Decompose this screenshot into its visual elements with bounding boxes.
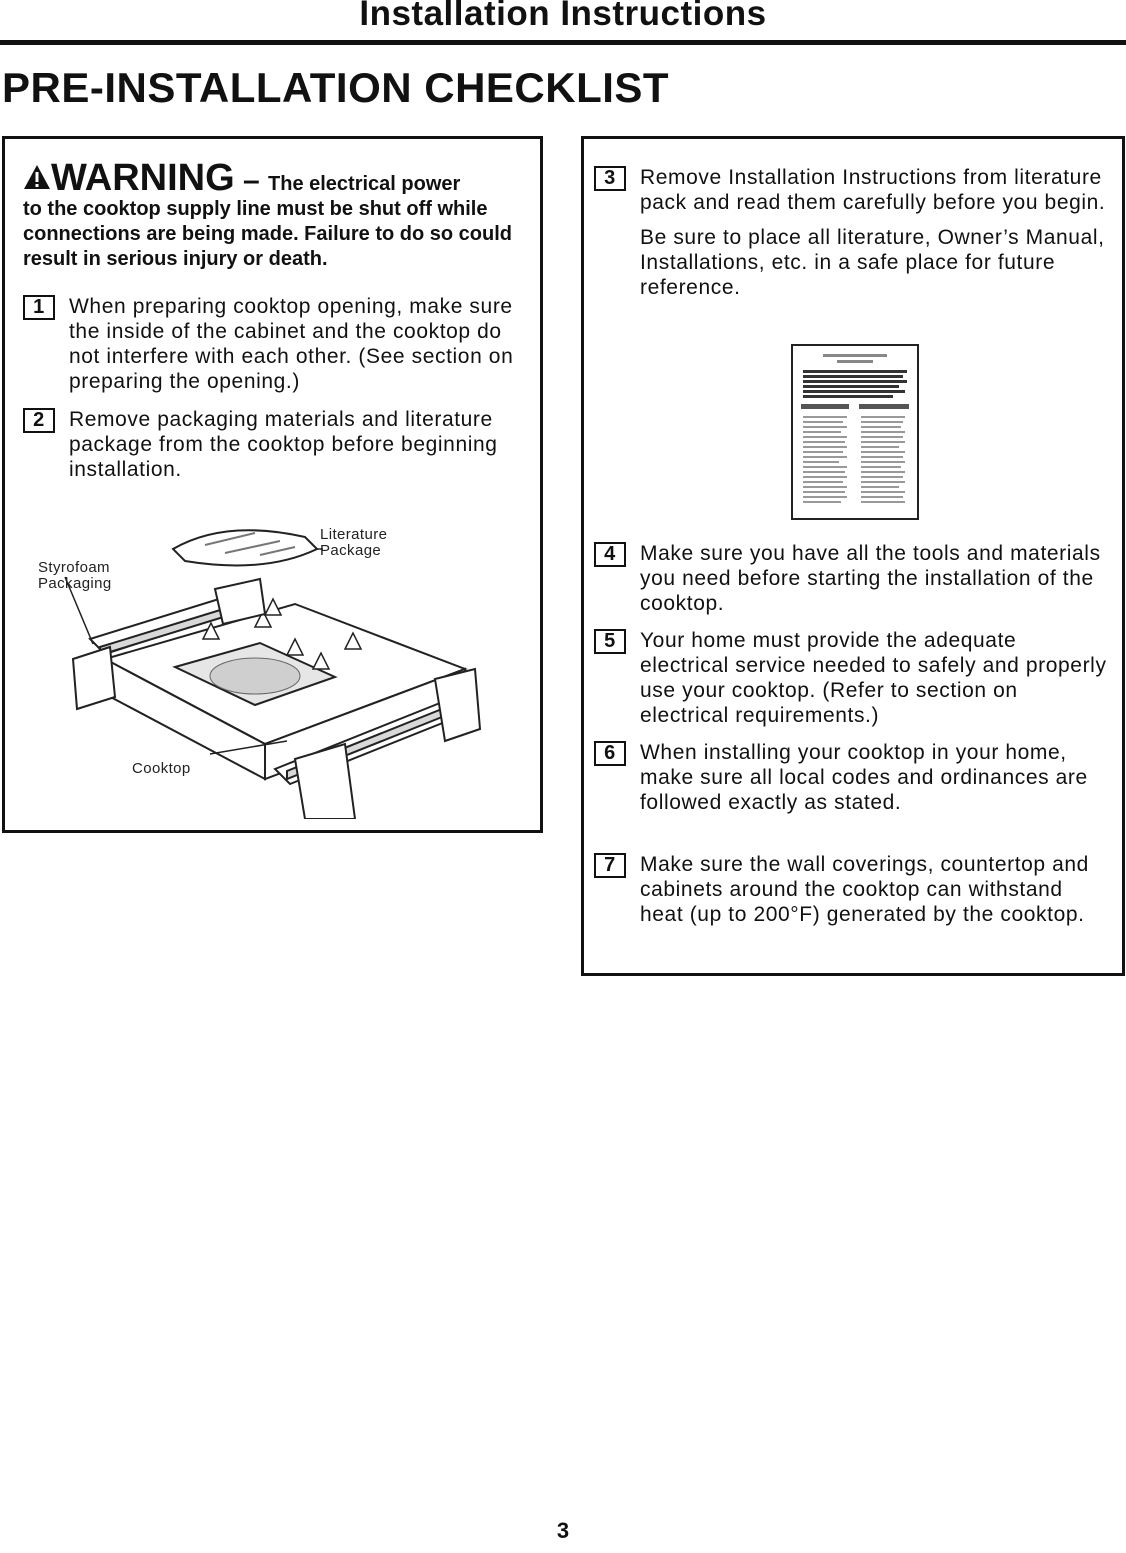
header-rule (0, 40, 1126, 45)
step-text: Make sure the wall coverings, countertop and cabinets around the cooktop can withstand heat (up to 200°F) generated by the cooktop. (640, 853, 1089, 926)
step-number: 3 (594, 166, 626, 191)
warning-triangle-icon (23, 164, 51, 190)
warning-body: to the cooktop supply line must be shut off while connections are being made. Failure to do so could result in serious injury or death. (23, 198, 512, 270)
step-number: 5 (594, 629, 626, 654)
document-thumbnail-drawing (793, 346, 917, 518)
warning-lead: The electrical power (268, 173, 461, 195)
step-number: 2 (23, 408, 55, 433)
step-text-note: Be sure to place all literature, Owner’s Manual, Installations, etc. in a safe place for future reference. (640, 226, 1105, 299)
left-panel (2, 136, 543, 833)
styrofoam-label-line1: Styrofoam (38, 559, 110, 576)
step-1 (23, 294, 528, 394)
styrofoam-label-line2: Packaging (38, 575, 112, 592)
header-title: Installation Instructions (359, 0, 767, 33)
step-7 (594, 852, 1109, 927)
right-panel (581, 136, 1125, 976)
step-text: When preparing cooktop opening, make sure the inside of the cabinet and the cooktop do not interfere with each other. (See section on preparing the opening.) (69, 295, 514, 393)
literature-package-drawing (173, 530, 323, 565)
step-5 (594, 628, 1109, 728)
step-6 (594, 740, 1109, 815)
section-title: PRE-INSTALLATION CHECKLIST (2, 64, 670, 111)
warning-dash: – (234, 164, 269, 197)
step-number: 6 (594, 741, 626, 766)
instructions-document-thumbnail (791, 344, 919, 520)
step-2 (23, 407, 528, 482)
page-number: 3 (556, 1518, 570, 1543)
step-text: Remove packaging materials and literature package from the cooktop before beginning installation. (69, 408, 498, 481)
step-number: 1 (23, 295, 55, 320)
step-text: Remove Installation Instructions from literature pack and read them carefully before you begin. (640, 166, 1106, 214)
warning-word: WARNING (51, 157, 235, 199)
step-text: Make sure you have all the tools and materials you need before starting the installation of the cooktop. (640, 542, 1101, 615)
step-4 (594, 541, 1109, 616)
step-text: When installing your cooktop in your home, make sure all local codes and ordinances are followed exactly as stated. (640, 741, 1088, 814)
warning-block (23, 159, 528, 272)
literature-label-line1: Literature (320, 526, 388, 543)
cooktop-label: Cooktop (132, 760, 191, 777)
step-text: Your home must provide the adequate electrical service needed to safely and properly use your cooktop. (Refer to section on electrical requirements.) (640, 629, 1107, 727)
step-3 (594, 165, 1109, 300)
cooktop-packaging-illustration (55, 519, 495, 819)
step-number: 4 (594, 542, 626, 567)
step-number: 7 (594, 853, 626, 878)
literature-label-line2: Package (320, 542, 382, 559)
